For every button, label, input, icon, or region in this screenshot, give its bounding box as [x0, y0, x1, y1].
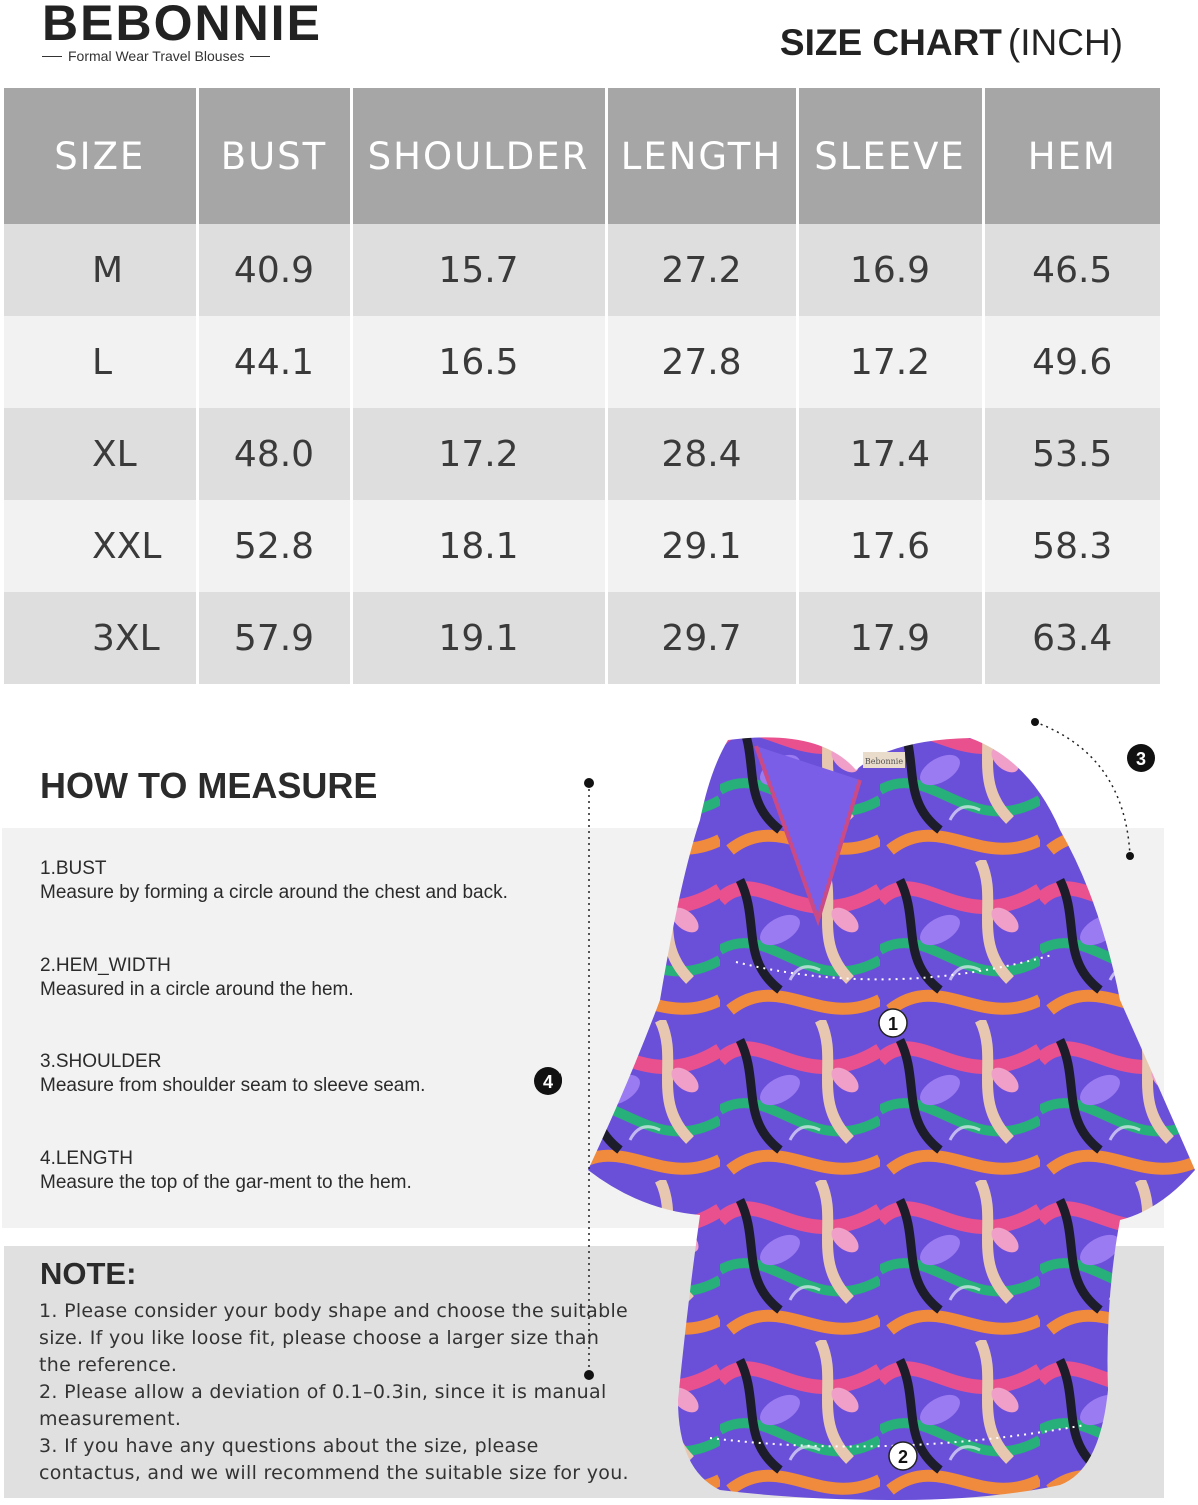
measure-desc: Measure the top of the gar-ment to the hem.	[40, 1172, 412, 1193]
cell-size: XXL	[4, 500, 197, 592]
table-row	[4, 316, 1160, 408]
measure-label: 3.SHOULDER	[40, 1051, 162, 1072]
brand-logo	[42, 0, 322, 64]
table-row	[4, 500, 1160, 592]
cell-length: 29.7	[606, 592, 797, 684]
cell-bust: 40.9	[197, 224, 351, 316]
measure-desc: Measure by forming a circle around the chest and back.	[40, 882, 508, 903]
measure-label: 1.BUST	[40, 858, 107, 879]
cell-length: 28.4	[606, 408, 797, 500]
cell-bust: 44.1	[197, 316, 351, 408]
cell-hem: 53.5	[983, 408, 1160, 500]
size-chart-title	[780, 22, 1123, 64]
cell-sleeve: 17.6	[797, 500, 983, 592]
header-hem: HEM	[983, 88, 1160, 224]
cell-shoulder: 19.1	[351, 592, 606, 684]
cell-hem: 46.5	[983, 224, 1160, 316]
how-to-measure-title: HOW TO MEASURE	[40, 765, 378, 806]
note-text	[39, 1298, 629, 1487]
cell-bust: 52.8	[197, 500, 351, 592]
table-row	[4, 224, 1160, 316]
cell-shoulder: 18.1	[351, 500, 606, 592]
cell-length: 27.2	[606, 224, 797, 316]
cell-shoulder: 16.5	[351, 316, 606, 408]
measure-item-bust	[40, 857, 508, 905]
measure-label: 2.HEM_WIDTH	[40, 955, 171, 976]
measure-item-shoulder	[40, 1050, 425, 1098]
cell-shoulder: 15.7	[351, 224, 606, 316]
table-row	[4, 408, 1160, 500]
cell-size: M	[4, 224, 197, 316]
cell-size: XL	[4, 408, 197, 500]
cell-size: 3XL	[4, 592, 197, 684]
header-length: LENGTH	[606, 88, 797, 224]
note-line-1: 1. Please consider your body shape and choose the suitable size. If you like loose fit, please choose a larger size than the reference.	[39, 1300, 629, 1376]
header-bust: BUST	[197, 88, 351, 224]
svg-text:1: 1	[887, 1014, 899, 1034]
blouse-illustration	[560, 700, 1198, 1500]
marker-4-icon	[533, 1066, 563, 1096]
cell-sleeve: 17.2	[797, 316, 983, 408]
cell-hem: 49.6	[983, 316, 1160, 408]
header-size: SIZE	[4, 88, 197, 224]
garment-label-text: Bebonnie	[864, 757, 904, 766]
measure-item-length	[40, 1147, 412, 1195]
marker-3-icon	[1127, 744, 1155, 772]
cell-bust: 48.0	[197, 408, 351, 500]
cell-sleeve: 17.9	[797, 592, 983, 684]
brand-name: BEBONNIE	[42, 0, 322, 51]
cell-bust: 57.9	[197, 592, 351, 684]
cell-length: 29.1	[606, 500, 797, 592]
marker-2-icon	[889, 1442, 917, 1470]
svg-text:2: 2	[897, 1447, 909, 1467]
brand-tagline-text: Formal Wear Travel Blouses	[68, 48, 245, 64]
marker-1-icon	[879, 1009, 907, 1037]
cell-size: L	[4, 316, 197, 408]
size-table	[4, 88, 1160, 684]
header-shoulder: SHOULDER	[351, 88, 606, 224]
header-sleeve: SLEEVE	[797, 88, 983, 224]
cell-length: 27.8	[606, 316, 797, 408]
note-line-2: 2. Please allow a deviation of 0.1–0.3in, since it is manual measurement.	[39, 1381, 607, 1430]
svg-text:3: 3	[1135, 749, 1147, 769]
note-line-3: 3. If you have any questions about the size, please contactus, and we will recommend the suitable size for you.	[39, 1435, 629, 1484]
cell-sleeve: 16.9	[797, 224, 983, 316]
measure-label: 4.LENGTH	[40, 1148, 133, 1169]
measure-item-hem	[40, 954, 354, 1002]
blouse-figure	[560, 700, 1198, 1500]
measure-desc: Measured in a circle around the hem.	[40, 979, 354, 1000]
cell-hem: 63.4	[983, 592, 1160, 684]
svg-text:4: 4	[542, 1072, 554, 1092]
size-chart-title-text: SIZE CHART	[779, 22, 1002, 63]
table-header-row	[4, 88, 1160, 224]
table-row	[4, 592, 1160, 684]
measure-desc: Measure from shoulder seam to sleeve seam.	[40, 1075, 426, 1096]
note-title: NOTE:	[40, 1256, 137, 1291]
size-chart-unit: (INCH)	[1007, 22, 1123, 63]
cell-shoulder: 17.2	[351, 408, 606, 500]
cell-hem: 58.3	[983, 500, 1160, 592]
cell-sleeve: 17.4	[797, 408, 983, 500]
